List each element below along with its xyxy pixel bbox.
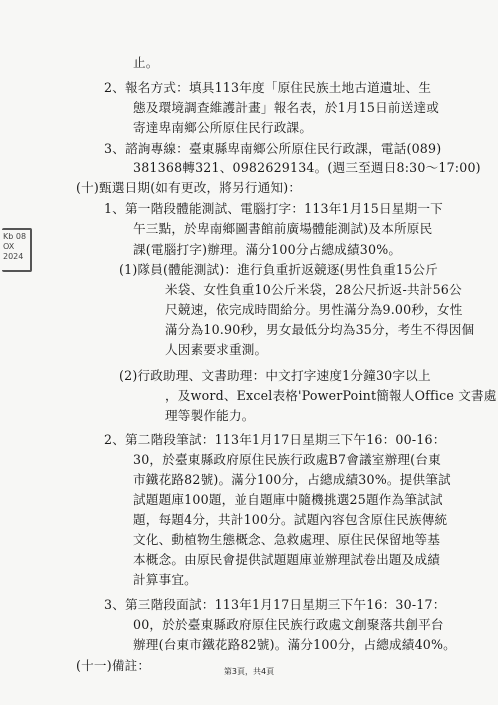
text-line: 止。 [133,55,159,70]
text-line: 午三點，於卑南鄉圖書館前廣場體能測試)及本所原民 [133,221,433,236]
text-line: 試題題庫100題，並自題庫中隨機挑選25題作為筆試試 [133,492,443,507]
text-line: 1、第一階段體能測試、電腦打字：113年1月15日星期一下 [104,201,443,216]
text-line: 人因素要求重測。 [165,342,268,357]
section-heading: (十一)備註： [76,658,151,673]
text-line: 381368轉321、0982629134。(週三至週日8:30～17:00) [133,160,481,175]
text-line: 2、第二階段筆試：113年1月17日星期三下午16：00-16： [104,432,446,447]
text-line: 市鐵花路82號)。滿分100分，占總成績30%。提供筆試 [133,472,451,487]
text-line: 3、諮詢專線：臺東縣卑南鄉公所原住民行政課，電話(089) [104,141,442,156]
text-line: 滿分為10.90秒，男女最低分均為35分，考生不得因個 [165,322,475,337]
text-line: 30，於臺東縣政府原住民族行政處B7會議室辦理(台東 [133,452,441,467]
text-line: 寄達卑南鄉公所原住民行政課。 [133,120,313,135]
text-line: 理等製作能力。 [165,408,255,423]
text-line: 3、第三階段面試：113年1月17日星期三下午16：30-17： [104,597,446,612]
text-line: 辦理(台東市鐵花路82號)。滿分100分，占總成績40%。 [133,637,456,652]
text-line: 文化、動植物生態概念、急救處理、原住民保留地等基 [133,532,441,547]
text-line: 本概念。由原民會提供試題題庫並辦理試卷出題及成績 [133,552,441,567]
text-line: 態及環境調查維護計畫」報名表，於1月15日前送達或 [133,100,440,115]
text-line: 尺競速，依完成時間給分。男性滿分為9.00秒，女性 [165,302,463,317]
text-line: (2)行政助理、文書助理：中文打字速度1分鐘30字以上 [119,368,431,383]
side-stamp: Kb 08 OX 2024 [2,228,32,272]
text-line: 00，於於臺東縣政府原住民族行政處文創聚落共創平台 [133,617,444,632]
text-line: 課(電腦打字)辦理。滿分100分占總成績30%。 [133,242,402,257]
text-line: (1)隊員(體能測試)：進行負重折返競逐(男性負重15公斤 [119,262,438,277]
text-line: 題，每題4分，共計100分。試題內容包含原住民族傳統 [133,512,448,527]
text-line: 2、報名方式：填具113年度「原住民族土地古道遺址、生 [104,80,432,95]
text-line: 計算事宜。 [133,572,197,587]
page-number: 第3頁，共4頁 [223,667,275,676]
section-heading: (十)甄選日期(如有更改，將另行通知)： [76,180,302,195]
text-line: 米袋、女性負重10公斤米袋，28公尺折返-共計56公 [165,282,462,297]
text-line: ，及word、Excel表格'PowerPoint簡報人Office 文書處 [165,388,497,403]
